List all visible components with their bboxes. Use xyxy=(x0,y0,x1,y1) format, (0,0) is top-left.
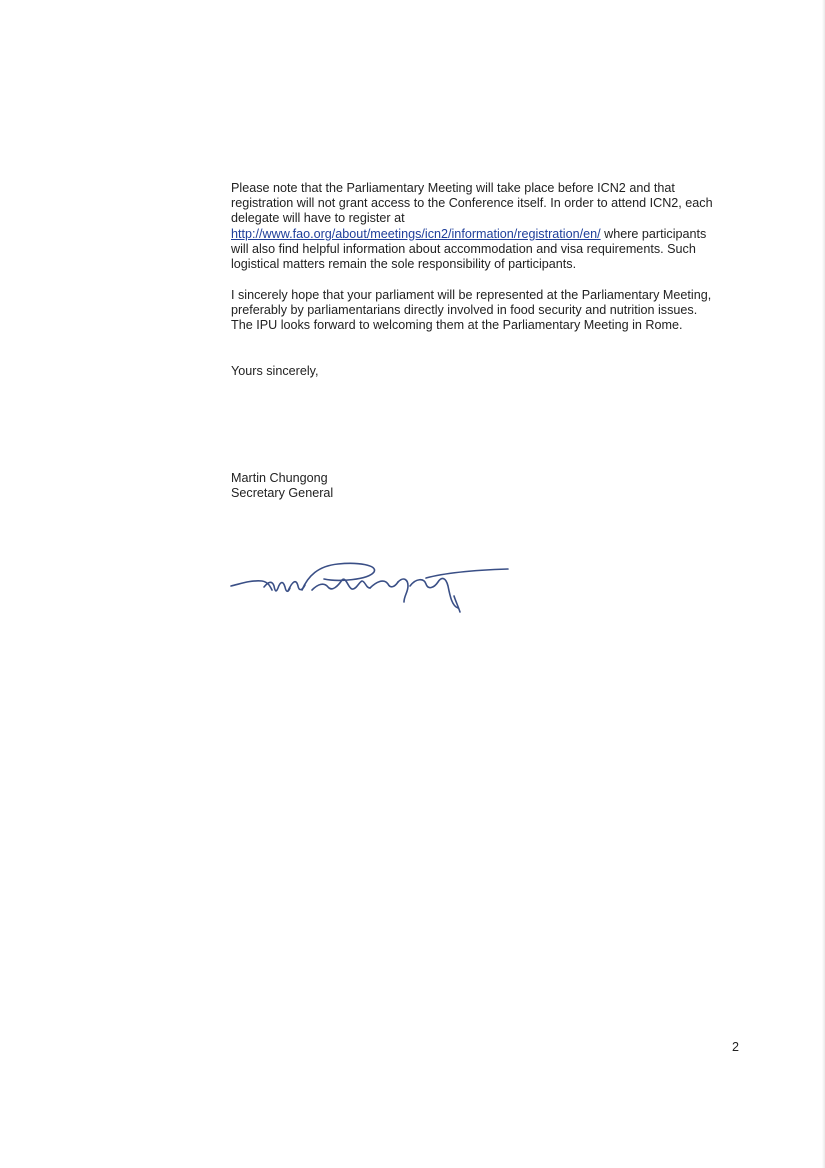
paragraph-line-with-link xyxy=(231,227,751,242)
paragraph-line: will also find helpful information about accommodation and visa requirements. Such xyxy=(231,241,696,256)
paragraph-hope xyxy=(231,288,751,334)
paragraph-line: preferably by parliamentarians directly involved in food security and nutrition issues. xyxy=(231,303,698,318)
paragraph-line: I sincerely hope that your parliament will be represented at the Parliamentary Meeting, xyxy=(231,288,712,302)
handwritten-signature xyxy=(228,556,513,618)
link-trailing-text: where participants xyxy=(600,226,707,241)
registration-link[interactable]: http://www.fao.org/about/meetings/icn2/information/registration/en/ xyxy=(231,226,601,241)
paragraph-line: The IPU looks forward to welcoming them at the Parliamentary Meeting in Rome. xyxy=(231,318,683,333)
paragraph-line: logistical matters remain the sole responsibility of participants. xyxy=(231,257,577,272)
signatory-title: Secretary General xyxy=(231,486,334,500)
paragraph-line: registration will not grant access to the Conference itself. In order to attend ICN2, each xyxy=(231,196,713,211)
paragraph-registration xyxy=(231,181,751,272)
closing-salutation: Yours sincerely, xyxy=(231,364,319,378)
page-number: 2 xyxy=(732,1040,740,1054)
signatory-name: Martin Chungong xyxy=(231,471,328,485)
paragraph-line: Please note that the Parliamentary Meeting will take place before ICN2 and that xyxy=(231,181,675,195)
paragraph-line: delegate will have to register at xyxy=(231,211,405,226)
